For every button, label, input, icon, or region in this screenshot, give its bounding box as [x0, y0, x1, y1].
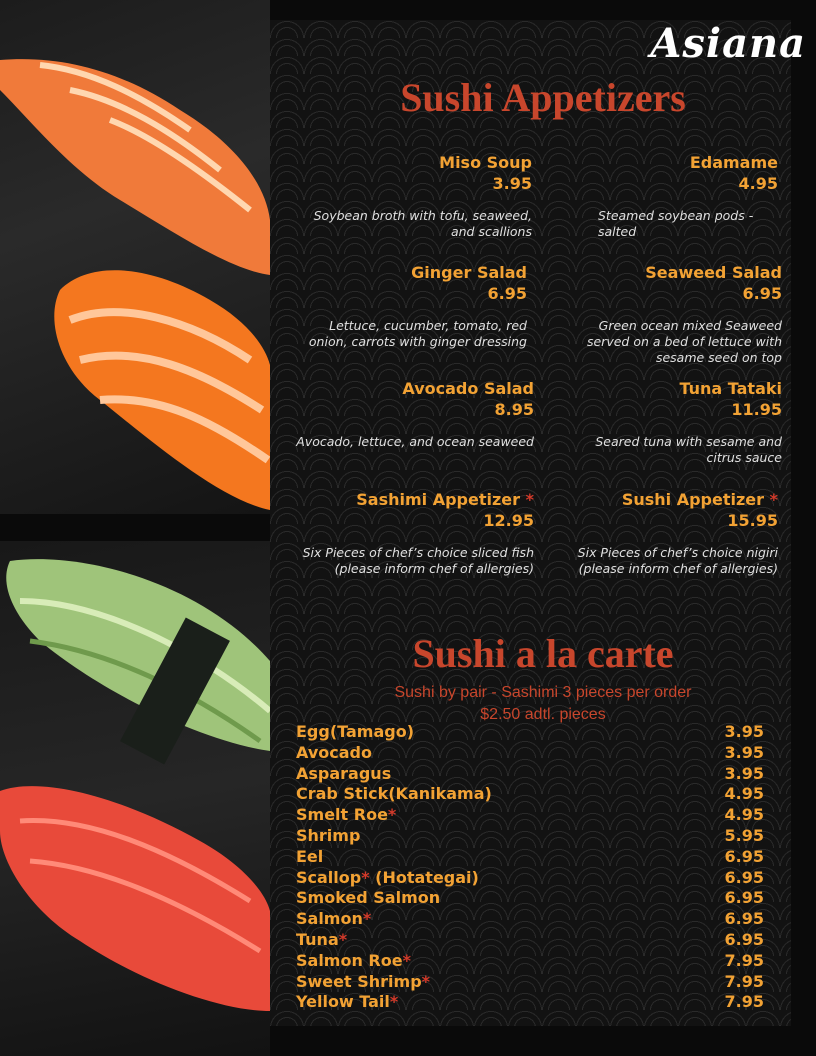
appetizer-description: Soybean broth with tofu, seaweed, and scallions: [313, 208, 532, 239]
carte-row: [296, 784, 764, 805]
carte-item-price: 3.95: [724, 763, 764, 783]
appetizer-item: [568, 262, 782, 366]
appetizer-name: Tuna Tataki: [679, 379, 782, 398]
appetizer-name: Miso Soup: [439, 153, 532, 172]
carte-row: [296, 888, 764, 909]
appetizer-description: Seared tuna with sesame and citrus sauce: [595, 434, 782, 465]
carte-item-name: Eel: [296, 846, 324, 866]
carte-row: [296, 951, 764, 972]
appetizer-description: Lettuce, cucumber, tomato, red onion, carrots with ginger dressing: [308, 318, 527, 349]
appetizer-item: [296, 378, 534, 450]
carte-row: [296, 826, 764, 847]
appetizer-price: 12.95: [483, 511, 534, 530]
brand-logo: Asiana: [650, 20, 806, 67]
carte-item-name: Egg(Tamago): [296, 722, 415, 741]
appetizers-title: Sushi Appetizers: [400, 75, 686, 120]
carte-item-price: 6.95: [724, 888, 764, 908]
appetizer-price: 6.95: [487, 284, 527, 303]
carte-row: [296, 805, 764, 826]
appetizer-price: 3.95: [492, 174, 532, 193]
appetizer-item: [290, 262, 527, 350]
carte-item-name: Avocado: [296, 742, 372, 762]
carte-item-price: 6.95: [724, 867, 764, 887]
carte-row: [296, 868, 764, 889]
appetizer-name: Edamame: [689, 153, 778, 172]
carte-item-price: 4.95: [724, 784, 764, 804]
carte-subtitle: Sushi by pair - Sashimi 3 pieces per order: [394, 684, 692, 701]
carte-item-name: Yellow Tail*: [296, 992, 399, 1012]
appetizer-description: Green ocean mixed Seaweed served on a bed of lettuce with sesame seed on top: [586, 318, 782, 365]
carte-row: [296, 930, 764, 951]
sushi-photo-top: [0, 0, 270, 514]
carte-item-name: Salmon Roe*: [296, 950, 411, 970]
carte-extra-pieces-note: $2.50 adtl. pieces: [480, 706, 606, 723]
carte-item-price: 6.95: [724, 929, 764, 949]
appetizer-description: Steamed soybean pods - salted: [598, 208, 754, 239]
carte-item-price: 5.95: [724, 825, 764, 845]
carte-row: [296, 847, 764, 868]
carte-item-price: 4.95: [724, 805, 764, 825]
appetizer-item: [296, 152, 532, 240]
appetizer-item: [572, 378, 782, 466]
carte-item-name: Asparagus: [296, 763, 392, 783]
carte-item-price: 3.95: [724, 722, 764, 741]
appetizer-price: 6.95: [742, 284, 782, 303]
appetizer-description: Avocado, lettuce, and ocean seaweed: [296, 434, 534, 449]
carte-item-name: Smelt Roe*: [296, 805, 397, 825]
shrimp-salmon-nigiri-illustration: [0, 0, 270, 514]
appetizer-item: [296, 489, 534, 577]
appetizer-description: Six Pieces of chef’s choice sliced fish (please inform chef of allergies): [302, 545, 534, 576]
carte-row: [296, 722, 764, 743]
carte-row: [296, 743, 764, 764]
appetizer-name: Seaweed Salad: [645, 263, 782, 282]
carte-item-name: Tuna*: [296, 929, 348, 949]
appetizer-description: Six Pieces of chef’s choice nigiri (please inform chef of allergies): [577, 545, 778, 576]
carte-item-price: 7.95: [724, 992, 764, 1012]
sushi-photo-bottom: [0, 541, 270, 1056]
appetizer-price: 4.95: [738, 174, 778, 193]
carte-item-price: 6.95: [724, 846, 764, 866]
appetizer-name: Avocado Salad: [402, 379, 534, 398]
appetizer-item: [566, 489, 778, 577]
carte-item-name: Crab Stick(Kanikama): [296, 784, 492, 804]
appetizer-name: Sashimi Appetizer *: [356, 490, 534, 509]
appetizer-name: Sushi Appetizer *: [621, 490, 778, 509]
appetizer-price: 11.95: [731, 400, 782, 419]
carte-item-name: Sweet Shrimp*: [296, 971, 431, 991]
carte-item-name: Scallop* (Hotategai): [296, 867, 479, 887]
carte-list: [296, 722, 764, 1013]
appetizer-price: 15.95: [727, 511, 778, 530]
carte-row: [296, 764, 764, 785]
carte-row: [296, 992, 764, 1013]
carte-item-price: 3.95: [724, 742, 764, 762]
carte-item-price: 7.95: [724, 971, 764, 991]
avocado-tuna-nigiri-illustration: [0, 541, 270, 1056]
carte-row: [296, 972, 764, 993]
carte-item-name: Salmon*: [296, 909, 372, 929]
carte-item-name: Shrimp: [296, 825, 361, 845]
appetizer-price: 8.95: [494, 400, 534, 419]
carte-item-name: Smoked Salmon: [296, 888, 441, 908]
appetizer-name: Ginger Salad: [411, 263, 527, 282]
carte-title: Sushi a la carte: [412, 631, 674, 676]
appetizer-item: [598, 152, 778, 240]
carte-item-price: 7.95: [724, 950, 764, 970]
carte-row: [296, 909, 764, 930]
carte-item-price: 6.95: [724, 909, 764, 929]
